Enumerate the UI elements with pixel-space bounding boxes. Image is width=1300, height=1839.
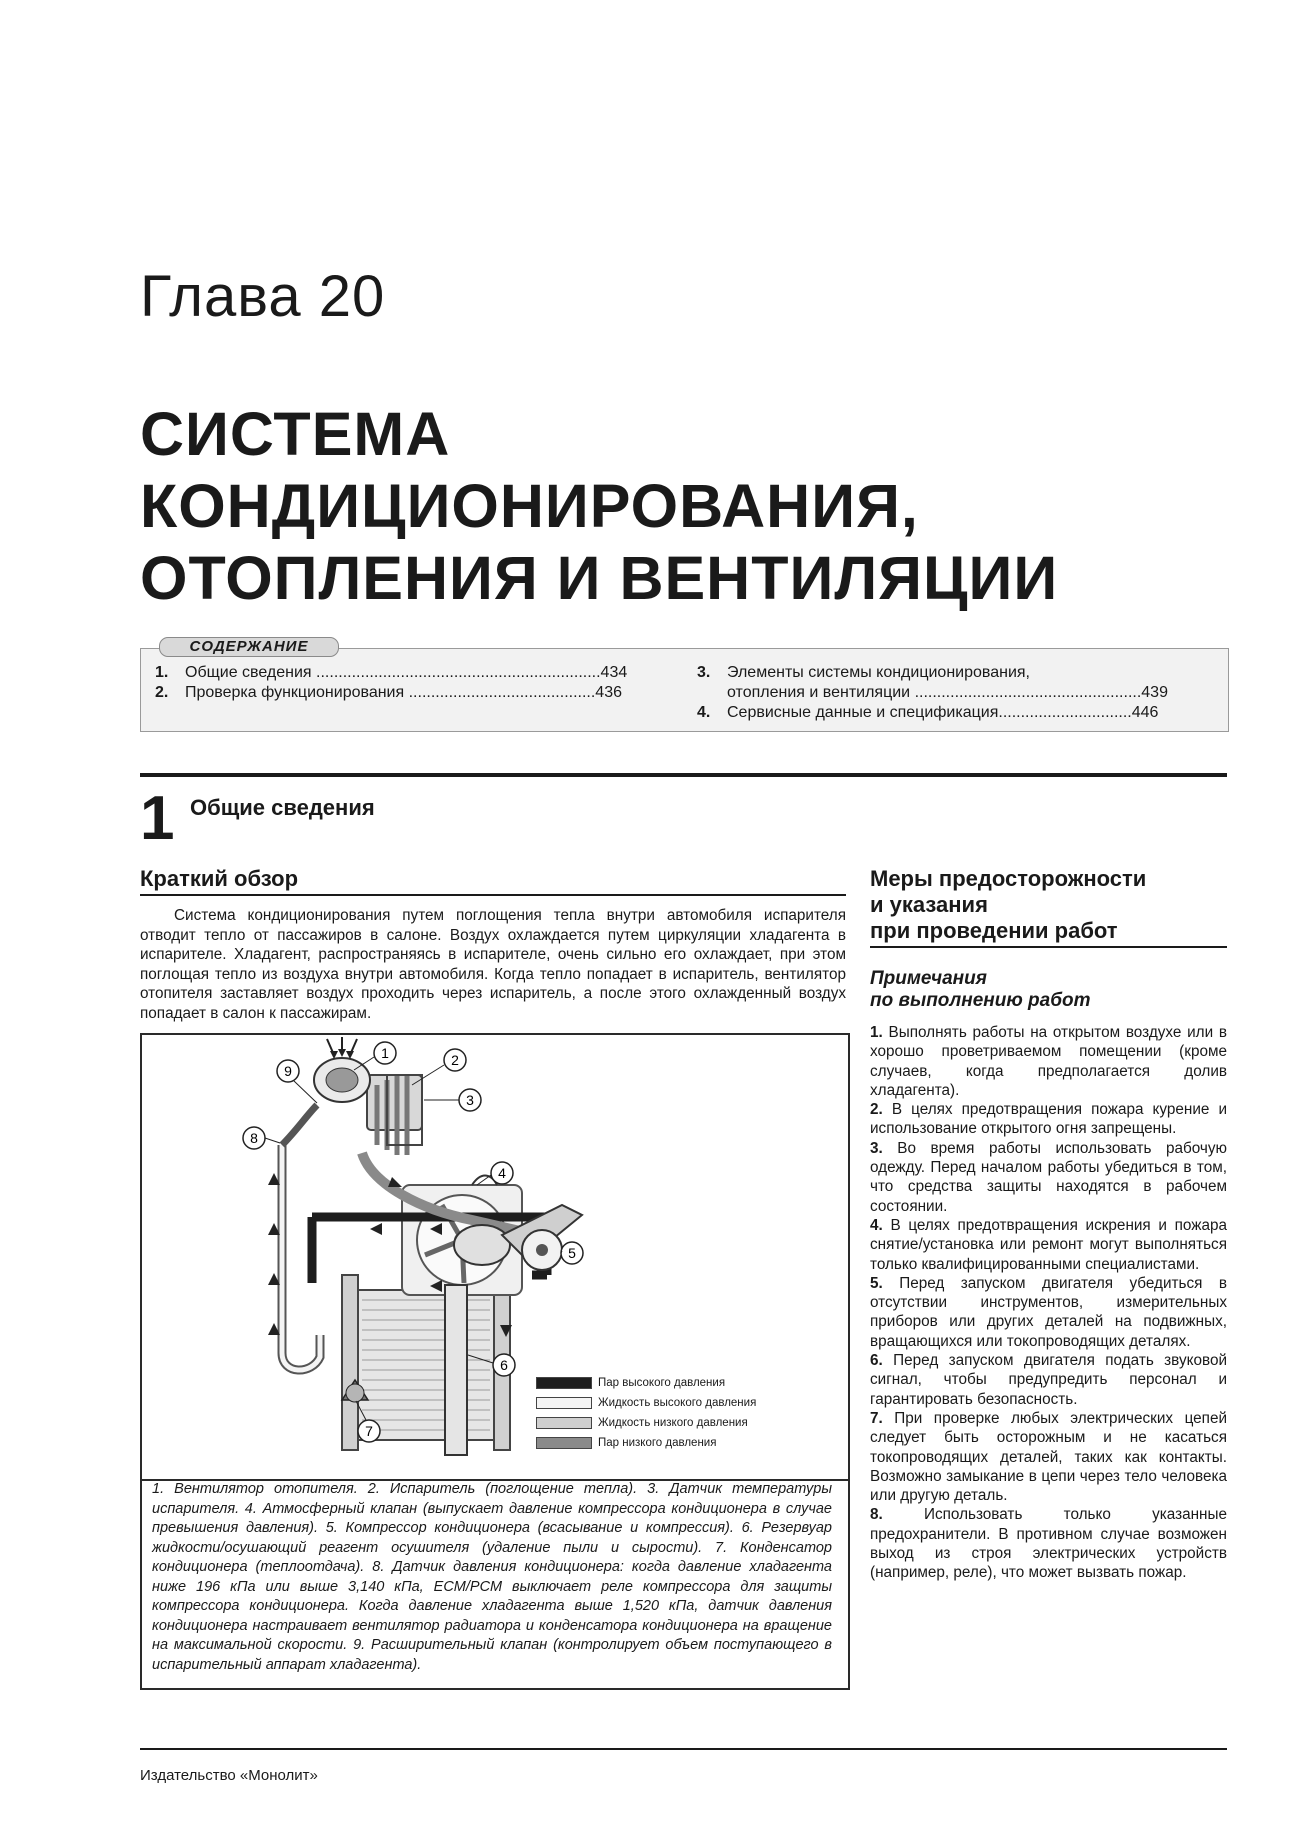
note-text: При проверке любых электрических цепей следует быть осторожным и не касаться токопроводящих деталей, таких как контакты. Возможно замыкание в цепи через тело человека или другую деталь. [870,1409,1227,1505]
precautions-heading-line-3: при проведении работ [870,918,1118,943]
note-text: Использовать только указанные предохранители. В противном случае возможен выход из строя электрических устройств (например, реле), что может вызвать пожар. [870,1506,1228,1582]
toc-item-continued[interactable] [697,683,1168,703]
callout-8 [243,1127,280,1149]
toc-item[interactable] [155,663,627,683]
callout-label: 7 [365,1423,373,1439]
note-number: 6. [870,1352,883,1370]
note-item [870,1274,1227,1351]
toc-label: СОДЕРЖАНИЕ [159,637,339,657]
legend-label: Жидкость высокого давления [598,1397,757,1409]
callout-4 [477,1162,513,1185]
callout-label: 2 [451,1052,459,1068]
callout-label: 8 [250,1130,258,1146]
legend-entry [536,1373,836,1393]
toc-item[interactable] [697,663,1030,683]
toc-item-number: 2. [155,684,169,701]
overview-underline [140,894,846,896]
figure-caption: 1. Вентилятор отопителя. 2. Испаритель (поглощение тепла). 3. Датчик температуры испарителя. 4. Атмосферный клапан (выпускает давление компрессора кондиционера в случае превышения давления). 5. Компрессор кондиционера (всасывание и компрессия). 6. Резервуар жидкости/осушающий реагент осушителя (удаление пыли и сырости). 7. Конденсатор кондиционера (теплоотдача). 8. Датчик давления кондиционера: когда давление хладагента ниже 196 кПа или выше 3,140 кПа, ECM/PCM выключает реле компрессора для защиты компрессора кондиционера. Когда давление хладагента выше 1,520 кПа, датчик давления кондиционера настраивает вентилятор радиатора и конденсатора кондиционера на вращение на максимальной скорости. 9. Расширительный клапан (контролирует объем поступающего в испарительный аппарат хладагента). [152,1481,832,1673]
note-number: 7. [870,1409,883,1427]
toc-item-text: Сервисные данные и спецификация..............................446 [727,704,1159,721]
precautions-heading-line-2: и указания [870,892,988,917]
diagram-legend [536,1373,836,1453]
legend-label: Жидкость низкого давления [598,1417,748,1429]
notes-list [870,1023,1227,1583]
callout-label: 5 [568,1245,576,1261]
receiver-drier-drawing [445,1285,467,1455]
toc-item[interactable] [697,703,1158,723]
note-number: 4. [870,1216,883,1234]
note-item [870,1216,1227,1274]
toc-item-text: Проверка функционирования ..........................................436 [185,684,622,701]
note-number: 8. [870,1506,883,1524]
note-item [870,1505,1227,1582]
chapter-title [140,398,1058,614]
note-text: В целях предотвращения искрения и пожара снятие/установка или ремонт могут выполняться только квалифицированными специалистами. [870,1216,1227,1273]
precautions-underline [870,946,1227,948]
section-title: Общие сведения [190,795,375,820]
note-text: Во время работы использовать рабочую одежду. Перед началом работы убедиться в том, что средства защиты находятся в рабочем состоянии. [870,1139,1228,1215]
note-text: В целях предотвращения пожара курение и использование открытого огня запрещены. [870,1101,1228,1138]
callout-label: 4 [498,1165,506,1181]
note-number: 1. [870,1024,883,1041]
toc-item-text: отопления и вентиляции ...................................................439 [727,684,1168,701]
legend-swatch [536,1417,592,1429]
legend-swatch [536,1437,592,1449]
note-number: 2. [870,1101,883,1119]
note-item [870,1409,1227,1505]
note-text: Перед запуском двигателя убедиться в отсутствии инструментов, измерительных приборов или других деталей на подвижных, вращающихся или токопроводящих деталях. [870,1274,1227,1350]
callout-label: 9 [284,1063,292,1079]
note-text: Перед запуском двигателя подать звуковой сигнал, чтобы предупредить персонал и гарантировать безопасность. [870,1352,1228,1408]
note-number: 3. [870,1139,883,1157]
notes-heading-line-1: Примечания [870,968,987,989]
overview-heading: Краткий обзор [140,866,299,891]
chapter-label: Глава 20 [140,264,386,329]
legend-swatch [536,1377,592,1389]
toc-item-number: 1. [155,664,169,681]
section-rule [140,773,1227,777]
precautions-heading-line-1: Меры предосторожности [870,866,1147,891]
notes-heading-line-2: по выполнению работ [870,990,1091,1011]
title-line-3: ОТОПЛЕНИЯ И ВЕНТИЛЯЦИИ [140,544,1059,612]
callout-1 [354,1042,396,1070]
toc-item-number: 4. [697,704,711,721]
legend-label: Пар низкого давления [598,1437,717,1449]
note-item [870,1023,1227,1100]
note-number: 5. [870,1274,883,1292]
legend-label: Пар высокого давления [598,1377,726,1389]
notes-heading [870,968,1091,1012]
legend-entry [536,1433,836,1453]
toc-item-number: 3. [697,664,711,681]
table-of-contents [140,638,1229,732]
toc-item-text: Элементы системы кондиционирования, [727,664,1030,681]
callout-label: 3 [466,1092,474,1108]
publisher-footer: Издательство «Монолит» [140,1767,318,1784]
note-text: Выполнять работы на открытом воздухе или в хорошо проветриваемом помещении (кроме случаев, когда предполагается долив хладагента). [870,1024,1227,1099]
callout-9 [277,1060,317,1103]
callout-label: 1 [381,1045,389,1061]
toc-item[interactable] [155,683,622,703]
toc-item-text: Общие сведения ................................................................434 [185,664,628,681]
overview-text: Система кондиционирования путем поглощения тепла внутри автомобиля испарителя отводит тепло от пассажиров в салоне. Воздух охлаждается путем циркуляции хладагента в испарителе. Хладагент, распространяясь в испарителе, очень сильно его охлаждает, при этом поглощая тепло из воздуха внутри автомобиля. Когда тепло попадает в испаритель, вентилятор отопителя заставляет воздух проходить через испаритель, а после этого охлажденный воздух попадает в салон к пассажирам. [140,907,846,1022]
title-line-2: КОНДИЦИОНИРОВАНИЯ, [140,472,919,540]
section-number: 1 [140,784,175,853]
title-line-1: СИСТЕМА [140,400,451,468]
callout-label: 6 [500,1357,508,1373]
blower-drawing [314,1037,370,1102]
evaporator-drawing [367,1075,422,1155]
note-item [870,1139,1227,1216]
precautions-heading [870,866,1227,944]
note-item [870,1351,1227,1409]
legend-entry [536,1413,836,1433]
footer-rule [140,1748,1227,1750]
legend-entry [536,1393,836,1413]
note-item [870,1100,1227,1139]
legend-swatch [536,1397,592,1409]
